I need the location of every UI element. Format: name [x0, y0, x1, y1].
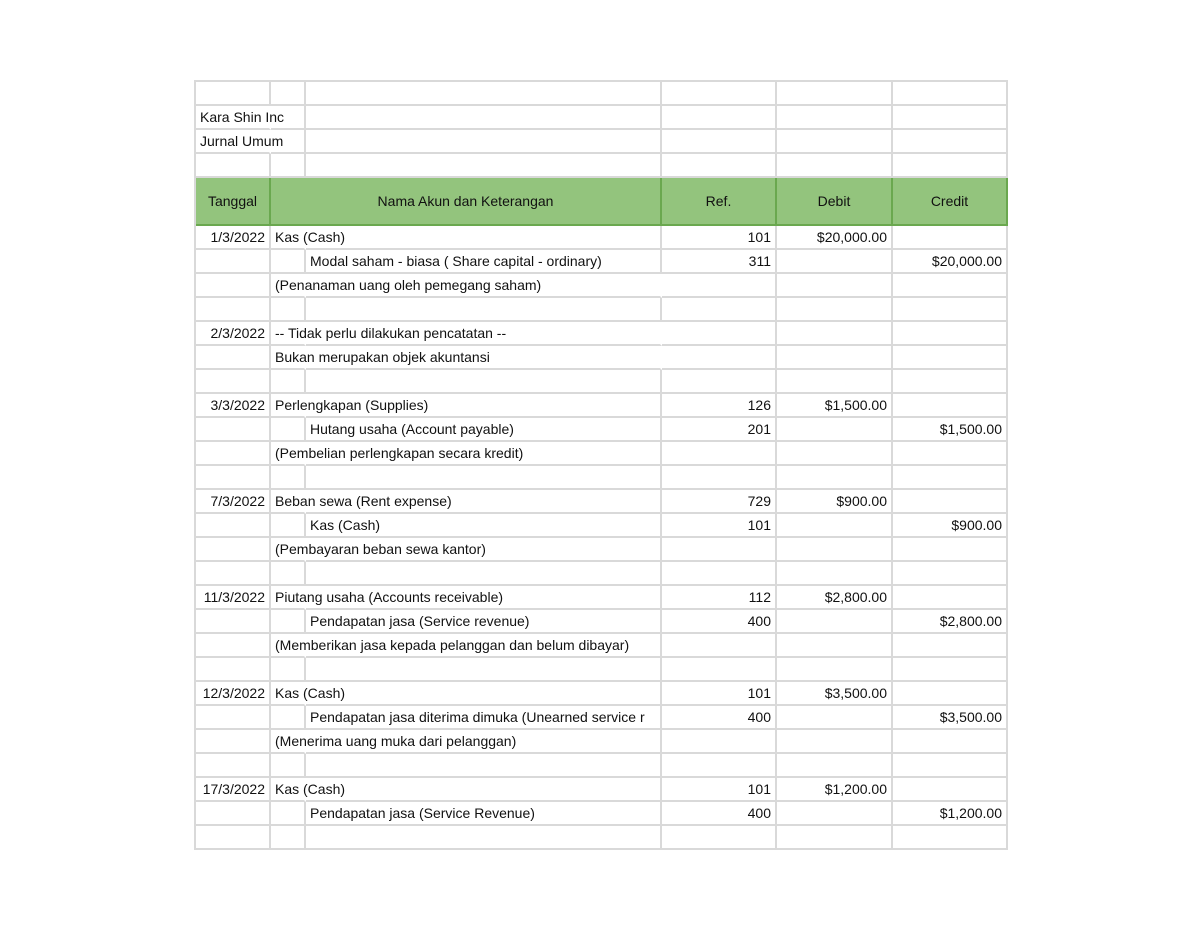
- cell[interactable]: [777, 130, 893, 154]
- column-header-account[interactable]: Nama Akun dan Keterangan: [271, 178, 662, 226]
- cell[interactable]: [196, 706, 271, 730]
- cell[interactable]: [777, 562, 893, 586]
- journal-spreadsheet: [194, 80, 1008, 850]
- cell[interactable]: [777, 346, 893, 370]
- cell[interactable]: [662, 154, 777, 178]
- cell[interactable]: [893, 346, 1008, 370]
- cell[interactable]: [306, 82, 662, 106]
- credit-account[interactable]: Modal saham - biasa ( Share capital - ordinary): [306, 250, 662, 274]
- cell[interactable]: [662, 754, 777, 778]
- ref-cell[interactable]: 126: [662, 394, 777, 418]
- cell[interactable]: [306, 562, 662, 586]
- cell[interactable]: [662, 562, 777, 586]
- cell[interactable]: [271, 706, 306, 730]
- debit-amount[interactable]: $1,200.00: [777, 778, 893, 802]
- entry-date[interactable]: 12/3/2022: [196, 682, 271, 706]
- cell[interactable]: [777, 250, 893, 274]
- entry-note[interactable]: (Pembayaran beban sewa kantor): [271, 538, 306, 562]
- cell[interactable]: [893, 82, 1008, 106]
- cell[interactable]: [777, 466, 893, 490]
- cell[interactable]: [662, 322, 777, 346]
- debit-account[interactable]: Kas (Cash): [271, 778, 306, 802]
- entry-date[interactable]: 11/3/2022: [196, 586, 271, 610]
- ref-cell[interactable]: 112: [662, 586, 777, 610]
- cell[interactable]: [196, 610, 271, 634]
- cell[interactable]: [893, 274, 1008, 298]
- cell[interactable]: [306, 154, 662, 178]
- credit-account[interactable]: Kas (Cash): [306, 514, 662, 538]
- entry-note[interactable]: -- Tidak perlu dilakukan pencatatan --: [271, 322, 306, 346]
- cell[interactable]: [893, 562, 1008, 586]
- column-header-ref[interactable]: Ref.: [662, 178, 777, 226]
- ref-cell[interactable]: 101: [662, 778, 777, 802]
- cell[interactable]: [662, 130, 777, 154]
- cell[interactable]: [196, 658, 271, 682]
- cell[interactable]: [306, 298, 662, 322]
- cell[interactable]: [271, 658, 306, 682]
- cell[interactable]: [196, 418, 271, 442]
- cell[interactable]: [196, 730, 271, 754]
- journal-title[interactable]: Jurnal Umum: [196, 130, 271, 154]
- cell[interactable]: [196, 346, 271, 370]
- cell[interactable]: [271, 82, 306, 106]
- cell[interactable]: [196, 802, 271, 826]
- cell[interactable]: [777, 658, 893, 682]
- credit-amount[interactable]: $20,000.00: [893, 250, 1008, 274]
- cell[interactable]: [271, 154, 306, 178]
- credit-account[interactable]: Pendapatan jasa diterima dimuka (Unearned service r: [306, 706, 662, 730]
- ref-cell[interactable]: 400: [662, 610, 777, 634]
- cell[interactable]: [893, 538, 1008, 562]
- debit-account[interactable]: Kas (Cash): [271, 682, 306, 706]
- cell[interactable]: [662, 370, 777, 394]
- entry-date[interactable]: 2/3/2022: [196, 322, 271, 346]
- debit-account[interactable]: Beban sewa (Rent expense): [271, 490, 306, 514]
- cell[interactable]: [196, 442, 271, 466]
- cell[interactable]: [662, 82, 777, 106]
- cell[interactable]: [662, 730, 777, 754]
- entry-note[interactable]: (Memberikan jasa kepada pelanggan dan belum dibayar): [271, 634, 306, 658]
- ref-cell[interactable]: 201: [662, 418, 777, 442]
- cell[interactable]: [196, 298, 271, 322]
- cell[interactable]: [893, 370, 1008, 394]
- cell[interactable]: [196, 754, 271, 778]
- entry-date[interactable]: 3/3/2022: [196, 394, 271, 418]
- ref-cell[interactable]: 101: [662, 682, 777, 706]
- cell[interactable]: [196, 562, 271, 586]
- cell[interactable]: [306, 682, 662, 706]
- cell[interactable]: [777, 610, 893, 634]
- cell[interactable]: [306, 778, 662, 802]
- cell[interactable]: [196, 826, 271, 850]
- cell[interactable]: [271, 370, 306, 394]
- cell[interactable]: [196, 634, 271, 658]
- cell[interactable]: [893, 658, 1008, 682]
- cell[interactable]: [196, 514, 271, 538]
- cell[interactable]: [271, 466, 306, 490]
- cell[interactable]: [777, 418, 893, 442]
- cell[interactable]: [662, 346, 777, 370]
- cell[interactable]: [777, 538, 893, 562]
- entry-note[interactable]: (Menerima uang muka dari pelanggan): [271, 730, 306, 754]
- company-name[interactable]: Kara Shin Inc: [196, 106, 271, 130]
- cell[interactable]: [306, 370, 662, 394]
- debit-amount[interactable]: $3,500.00: [777, 682, 893, 706]
- credit-account[interactable]: Hutang usaha (Account payable): [306, 418, 662, 442]
- cell[interactable]: [777, 634, 893, 658]
- debit-account[interactable]: Perlengkapan (Supplies): [271, 394, 306, 418]
- credit-amount[interactable]: $3,500.00: [893, 706, 1008, 730]
- cell[interactable]: [662, 826, 777, 850]
- cell[interactable]: [306, 106, 662, 130]
- debit-amount[interactable]: $20,000.00: [777, 226, 893, 250]
- cell[interactable]: [777, 298, 893, 322]
- cell[interactable]: [893, 442, 1008, 466]
- entry-note[interactable]: Bukan merupakan objek akuntansi: [271, 346, 306, 370]
- cell[interactable]: [306, 130, 662, 154]
- cell[interactable]: [271, 514, 306, 538]
- cell[interactable]: [662, 274, 777, 298]
- cell[interactable]: [893, 226, 1008, 250]
- entry-date[interactable]: 7/3/2022: [196, 490, 271, 514]
- cell[interactable]: [777, 322, 893, 346]
- cell[interactable]: [271, 418, 306, 442]
- cell[interactable]: [306, 466, 662, 490]
- cell[interactable]: [893, 826, 1008, 850]
- cell[interactable]: [271, 802, 306, 826]
- cell[interactable]: [271, 298, 306, 322]
- cell[interactable]: [306, 658, 662, 682]
- ref-cell[interactable]: 101: [662, 226, 777, 250]
- credit-account[interactable]: Pendapatan jasa (Service Revenue): [306, 802, 662, 826]
- cell[interactable]: [196, 154, 271, 178]
- cell[interactable]: [662, 442, 777, 466]
- cell[interactable]: [306, 826, 662, 850]
- cell[interactable]: [893, 730, 1008, 754]
- cell[interactable]: [893, 466, 1008, 490]
- ref-cell[interactable]: 729: [662, 490, 777, 514]
- debit-account[interactable]: Kas (Cash): [271, 226, 306, 250]
- cell[interactable]: [777, 754, 893, 778]
- cell[interactable]: [893, 106, 1008, 130]
- cell[interactable]: [777, 706, 893, 730]
- cell[interactable]: [196, 466, 271, 490]
- ref-cell[interactable]: 400: [662, 802, 777, 826]
- entry-date[interactable]: 1/3/2022: [196, 226, 271, 250]
- cell[interactable]: [893, 778, 1008, 802]
- cell[interactable]: [271, 610, 306, 634]
- cell[interactable]: [893, 154, 1008, 178]
- debit-account[interactable]: Piutang usaha (Accounts receivable): [271, 586, 306, 610]
- credit-amount[interactable]: $900.00: [893, 514, 1008, 538]
- ref-cell[interactable]: 400: [662, 706, 777, 730]
- cell[interactable]: [893, 322, 1008, 346]
- cell[interactable]: [271, 754, 306, 778]
- cell[interactable]: [662, 298, 777, 322]
- cell[interactable]: [893, 130, 1008, 154]
- cell[interactable]: [271, 826, 306, 850]
- cell[interactable]: [893, 586, 1008, 610]
- debit-amount[interactable]: $1,500.00: [777, 394, 893, 418]
- cell[interactable]: [777, 82, 893, 106]
- cell[interactable]: [306, 754, 662, 778]
- cell[interactable]: [893, 682, 1008, 706]
- cell[interactable]: [893, 634, 1008, 658]
- cell[interactable]: [662, 658, 777, 682]
- column-header-date[interactable]: Tanggal: [196, 178, 271, 226]
- cell[interactable]: [777, 730, 893, 754]
- cell[interactable]: [777, 370, 893, 394]
- cell[interactable]: [662, 466, 777, 490]
- credit-account[interactable]: Pendapatan jasa (Service revenue): [306, 610, 662, 634]
- cell[interactable]: [893, 490, 1008, 514]
- cell[interactable]: [893, 754, 1008, 778]
- cell[interactable]: [662, 634, 777, 658]
- cell[interactable]: [777, 154, 893, 178]
- credit-amount[interactable]: $2,800.00: [893, 610, 1008, 634]
- entry-note[interactable]: (Penanaman uang oleh pemegang saham): [271, 274, 306, 298]
- cell[interactable]: [196, 82, 271, 106]
- debit-amount[interactable]: $2,800.00: [777, 586, 893, 610]
- cell[interactable]: [196, 370, 271, 394]
- cell[interactable]: [893, 298, 1008, 322]
- column-header-debit[interactable]: Debit: [777, 178, 893, 226]
- cell[interactable]: [662, 106, 777, 130]
- cell[interactable]: [271, 562, 306, 586]
- cell[interactable]: [196, 274, 271, 298]
- cell[interactable]: [196, 538, 271, 562]
- cell[interactable]: [271, 250, 306, 274]
- cell[interactable]: [777, 106, 893, 130]
- ref-cell[interactable]: 311: [662, 250, 777, 274]
- cell[interactable]: [777, 802, 893, 826]
- credit-amount[interactable]: $1,200.00: [893, 802, 1008, 826]
- column-header-credit[interactable]: Credit: [893, 178, 1008, 226]
- cell[interactable]: [306, 226, 662, 250]
- cell[interactable]: [777, 274, 893, 298]
- cell[interactable]: [662, 538, 777, 562]
- debit-amount[interactable]: $900.00: [777, 490, 893, 514]
- cell[interactable]: [777, 826, 893, 850]
- entry-date[interactable]: 17/3/2022: [196, 778, 271, 802]
- cell[interactable]: [196, 250, 271, 274]
- credit-amount[interactable]: $1,500.00: [893, 418, 1008, 442]
- ref-cell[interactable]: 101: [662, 514, 777, 538]
- cell[interactable]: [777, 442, 893, 466]
- cell[interactable]: [777, 514, 893, 538]
- entry-note[interactable]: (Pembelian perlengkapan secara kredit): [271, 442, 306, 466]
- cell[interactable]: [893, 394, 1008, 418]
